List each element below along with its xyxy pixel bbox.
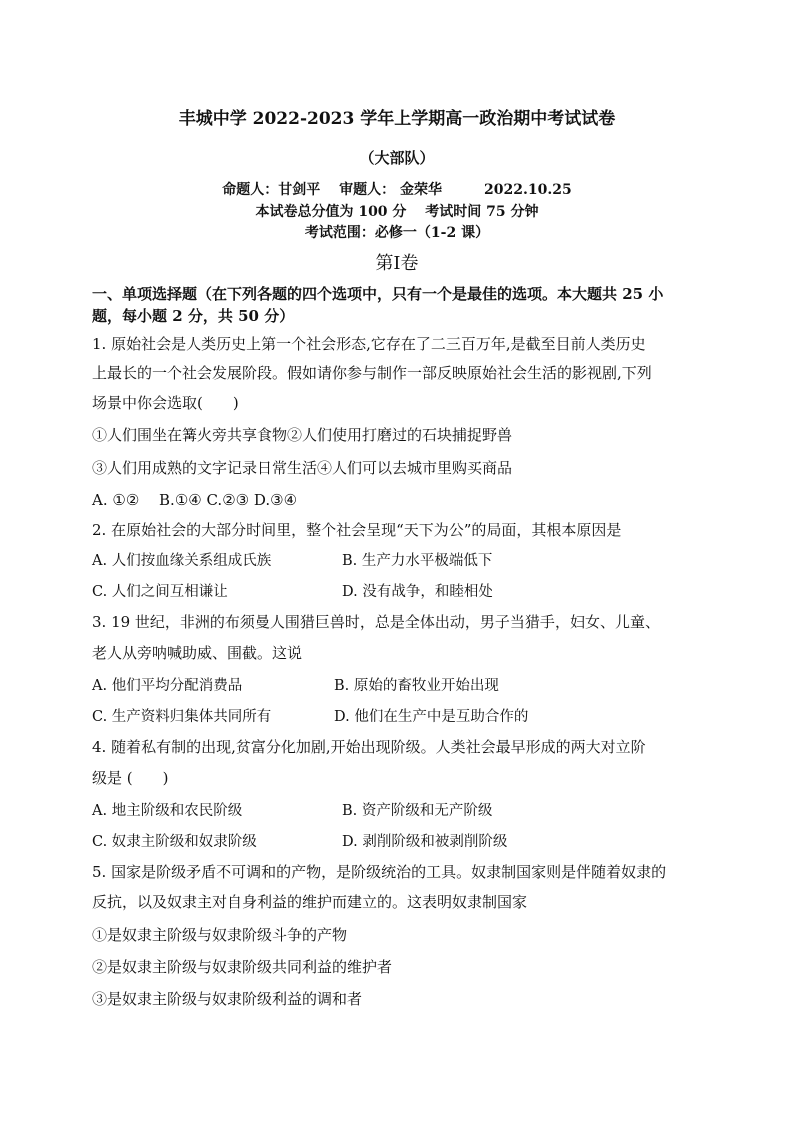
question-1-stem-line-3: 场景中你会选取( ) (92, 394, 239, 412)
section-instructions-line-1: 一、单项选择题（在下列各题的四个选项中，只有一个是最佳的选项。本大题共 25 小 (92, 285, 664, 303)
question-2-option-d: D. 没有战争，和睦相处 (342, 584, 493, 600)
question-1-stem-line-1: 1. 原始社会是人类历史上第一个社会形态,它存在了二三百万年,是截至目前人类历史 (92, 335, 646, 353)
exam-authors: 命题人：甘剑平 审题人： 金荣华 2022.10.25 (222, 182, 572, 198)
question-5-item-3: ③是奴隶主阶级与奴隶阶级利益的调和者 (92, 990, 363, 1008)
question-3-stem-line-2: 老人从旁呐喊助威、围截。这说 (92, 644, 303, 662)
question-3-option-c: C. 生产资料归集体共同所有 (92, 709, 272, 725)
question-2-stem: 2. 在原始社会的大部分时间里，整个社会呈现“天下为公”的局面，其根本原因是 (92, 521, 622, 539)
question-3-option-d: D. 他们在生产中是互助合作的 (334, 709, 529, 725)
question-4-option-a: A. 地主阶级和农民阶级 (92, 803, 243, 819)
question-4-option-c: C. 奴隶主阶级和奴隶阶级 (92, 834, 257, 850)
question-1-options: A. ①② B.①④ C.②③ D.③④ (92, 491, 298, 509)
exam-subtitle: （大部队） (359, 149, 435, 167)
section-instructions-line-2: 题，每小题 2 分，共 50 分） (92, 307, 295, 325)
exam-score-time: 本试卷总分值为 100 分 考试时间 75 分钟 (255, 204, 539, 220)
question-4-option-b: B. 资产阶级和无产阶级 (342, 803, 493, 819)
question-2-option-c: C. 人们之间互相谦让 (92, 584, 228, 600)
exam-scope: 考试范围：必修一（1-2 课） (304, 225, 490, 241)
question-3-option-b: B. 原始的畜牧业开始出现 (334, 678, 499, 694)
question-4-stem-line-2: 级是 ( ) (92, 769, 169, 787)
question-5-item-1: ①是奴隶主阶级与奴隶阶级斗争的产物 (92, 926, 348, 944)
question-1-items-line-1: ①人们围坐在篝火旁共享食物②人们使用打磨过的石块捕捉野兽 (92, 426, 513, 444)
question-1-stem-line-2: 上最长的一个社会发展阶段。假如请你参与制作一部反映原始社会生活的影视剧,下列 (92, 364, 652, 382)
question-5-stem-line-2: 反抗，以及奴隶主对自身利益的维护而建立的。这表明奴隶制国家 (92, 893, 528, 911)
question-3-option-a: A. 他们平均分配消费品 (92, 678, 243, 694)
volume-heading: 第Ⅰ卷 (375, 253, 419, 274)
question-2-option-a: A. 人们按血缘关系组成氏族 (92, 553, 272, 569)
question-5-item-2: ②是奴隶主阶级与奴隶阶级共同利益的维护者 (92, 958, 393, 976)
question-4-option-d: D. 剥削阶级和被剥削阶级 (342, 834, 508, 850)
question-5-stem-line-1: 5. 国家是阶级矛盾不可调和的产物，是阶级统治的工具。奴隶制国家则是伴随着奴隶的 (92, 863, 667, 881)
exam-title: 丰城中学 2022-2023 学年上学期高一政治期中考试试卷 (178, 109, 616, 129)
question-1-items-line-2: ③人们用成熟的文字记录日常生活④人们可以去城市里购买商品 (92, 459, 513, 477)
question-4-stem-line-1: 4. 随着私有制的出现,贫富分化加剧,开始出现阶级。人类社会最早形成的两大对立阶 (92, 738, 646, 756)
question-2-option-b: B. 生产力水平极端低下 (342, 553, 493, 569)
question-3-stem-line-1: 3. 19 世纪，非洲的布须曼人围猎巨兽时，总是全体出动，男子当猎手，妇女、儿童、 (92, 613, 660, 631)
